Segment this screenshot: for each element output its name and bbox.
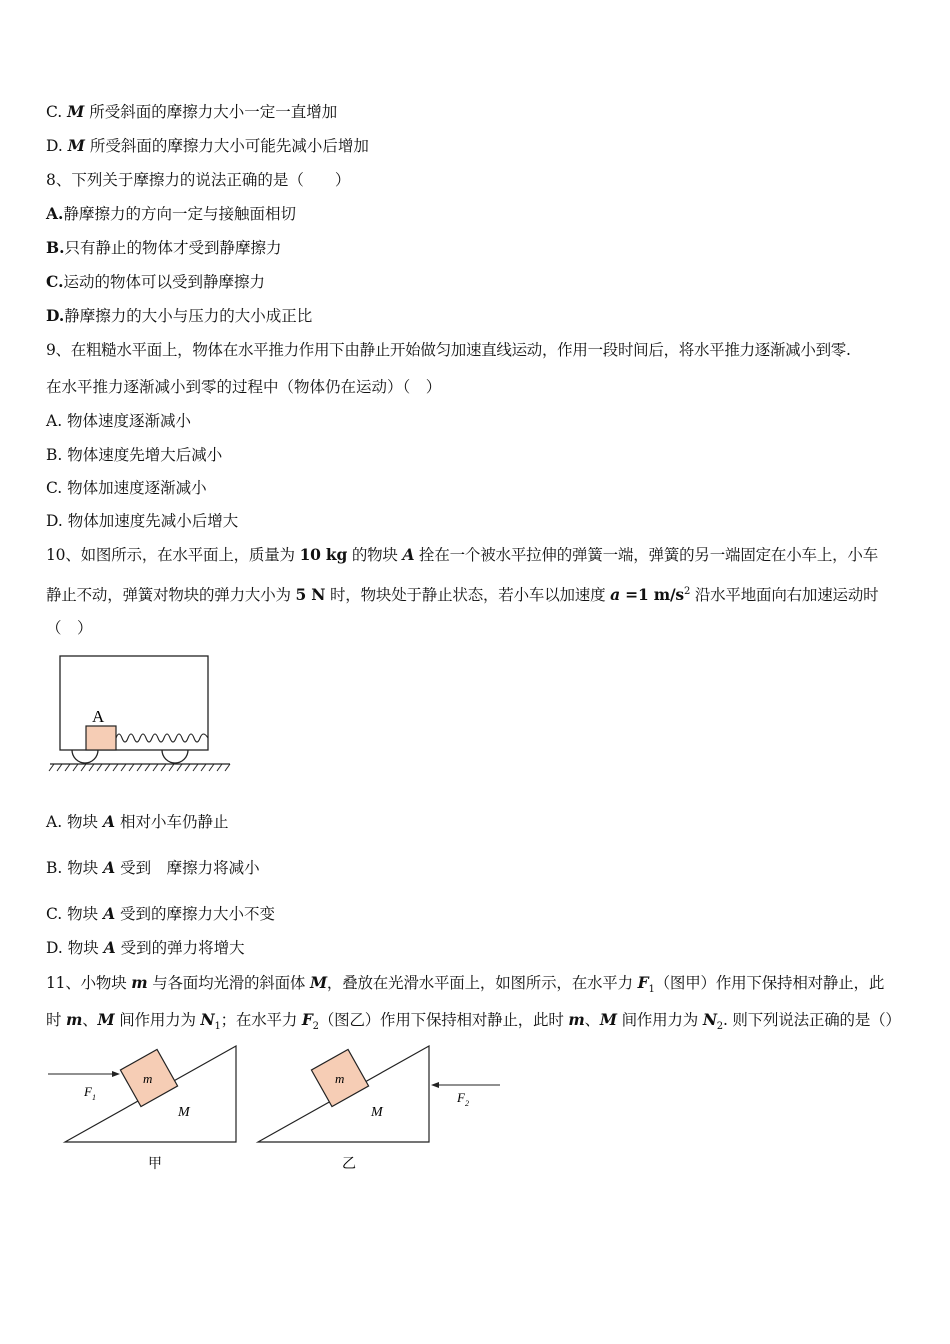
q8-option-d: D.静摩擦力的大小与压力的大小成正比 <box>46 306 313 325</box>
q10-stem-line1: 10、如图所示，在水平面上，质量为 10 kg 的物块 A 拴在一个被水平拉伸的弹簧一端，弹簧的另一端固定在小车上，小车 <box>46 545 879 564</box>
q8-option-b: B.只有静止的物体才受到静摩擦力 <box>46 238 282 257</box>
q8-option-c: C.运动的物体可以受到静摩擦力 <box>46 272 265 291</box>
q11-stem-line2: 时 m、M 间作用力为 $N_1$；在水平力 $F_2$（图乙）作用下保持相对静止，此时 m、M 间作用力为 $N_2$. 则下列说法正确的是（） <box>46 1010 901 1033</box>
block-m-label: m <box>143 1071 153 1086</box>
q10-option-b: B. 物块 A 受到 摩擦力将减小 <box>46 858 260 877</box>
q8-option-a: A.静摩擦力的方向一定与接触面相切 <box>46 204 296 223</box>
q10-option-d: D. 物块 A 受到的弹力将增大 <box>46 938 245 957</box>
q9-option-b: B. 物体速度先增大后减小 <box>46 446 223 464</box>
q7-option-c: C. M 所受斜面的摩擦力大小一定一直增加 <box>46 102 338 121</box>
ground-hatching <box>49 764 230 771</box>
block-a-label: A <box>92 707 105 726</box>
q9-stem-line1: 9、在粗糙水平面上，物体在水平推力作用下由静止开始做匀加速直线运动，作用一段时间后，将水平推力逐渐减小到零. <box>46 341 851 359</box>
spring <box>116 734 208 742</box>
force-f2-label: $F_2$ <box>457 1090 469 1108</box>
q9-option-c: C. 物体加速度逐渐减小 <box>46 479 207 497</box>
q10-option-c: C. 物块 A 受到的摩擦力大小不变 <box>46 904 276 923</box>
cart-wheel-left <box>72 750 98 763</box>
q10-cart-figure <box>48 650 238 775</box>
q10-option-a: A. 物块 A 相对小车仍静止 <box>46 812 229 831</box>
cart-wheel-right <box>162 750 188 763</box>
force-f1-label: $F_1$ <box>84 1084 96 1102</box>
figure-caption-yi: 乙 <box>342 1157 356 1172</box>
q11-figure-jia <box>40 1040 250 1175</box>
q9-stem-line2: 在水平推力逐渐减小到零的过程中（物体仍在运动）（ ） <box>46 378 442 396</box>
cart-body <box>60 656 208 750</box>
q7-option-d: D. M 所受斜面的摩擦力大小可能先减小后增加 <box>46 136 369 155</box>
incline-label: M <box>371 1105 383 1120</box>
q9-option-d: D. 物体加速度先减小后增大 <box>46 512 239 530</box>
q11-figure-yi <box>250 1040 510 1175</box>
block-a <box>86 726 116 750</box>
q10-stem-line3: （ ） <box>46 619 93 637</box>
q8-stem: 8、下列关于摩擦力的说法正确的是（ ） <box>46 171 351 189</box>
incline-label: M <box>178 1105 190 1120</box>
q9-option-a: A. 物体速度逐渐减小 <box>46 412 192 430</box>
figure-caption-jia: 甲 <box>148 1157 162 1172</box>
q10-stem-line2: 静止不动，弹簧对物块的弹力大小为 5 N 时，物块处于静止状态，若小车以加速度 a =1 $m/s^2$ 沿水平地面向右加速运动时 <box>46 585 879 605</box>
block-m-label: m <box>335 1071 345 1086</box>
q11-stem-line1: 11、小物块 m 与各面均光滑的斜面体 M，叠放在光滑水平面上，如图所示，在水平力 $F_1$（图甲）作用下保持相对静止，此 <box>46 973 885 996</box>
